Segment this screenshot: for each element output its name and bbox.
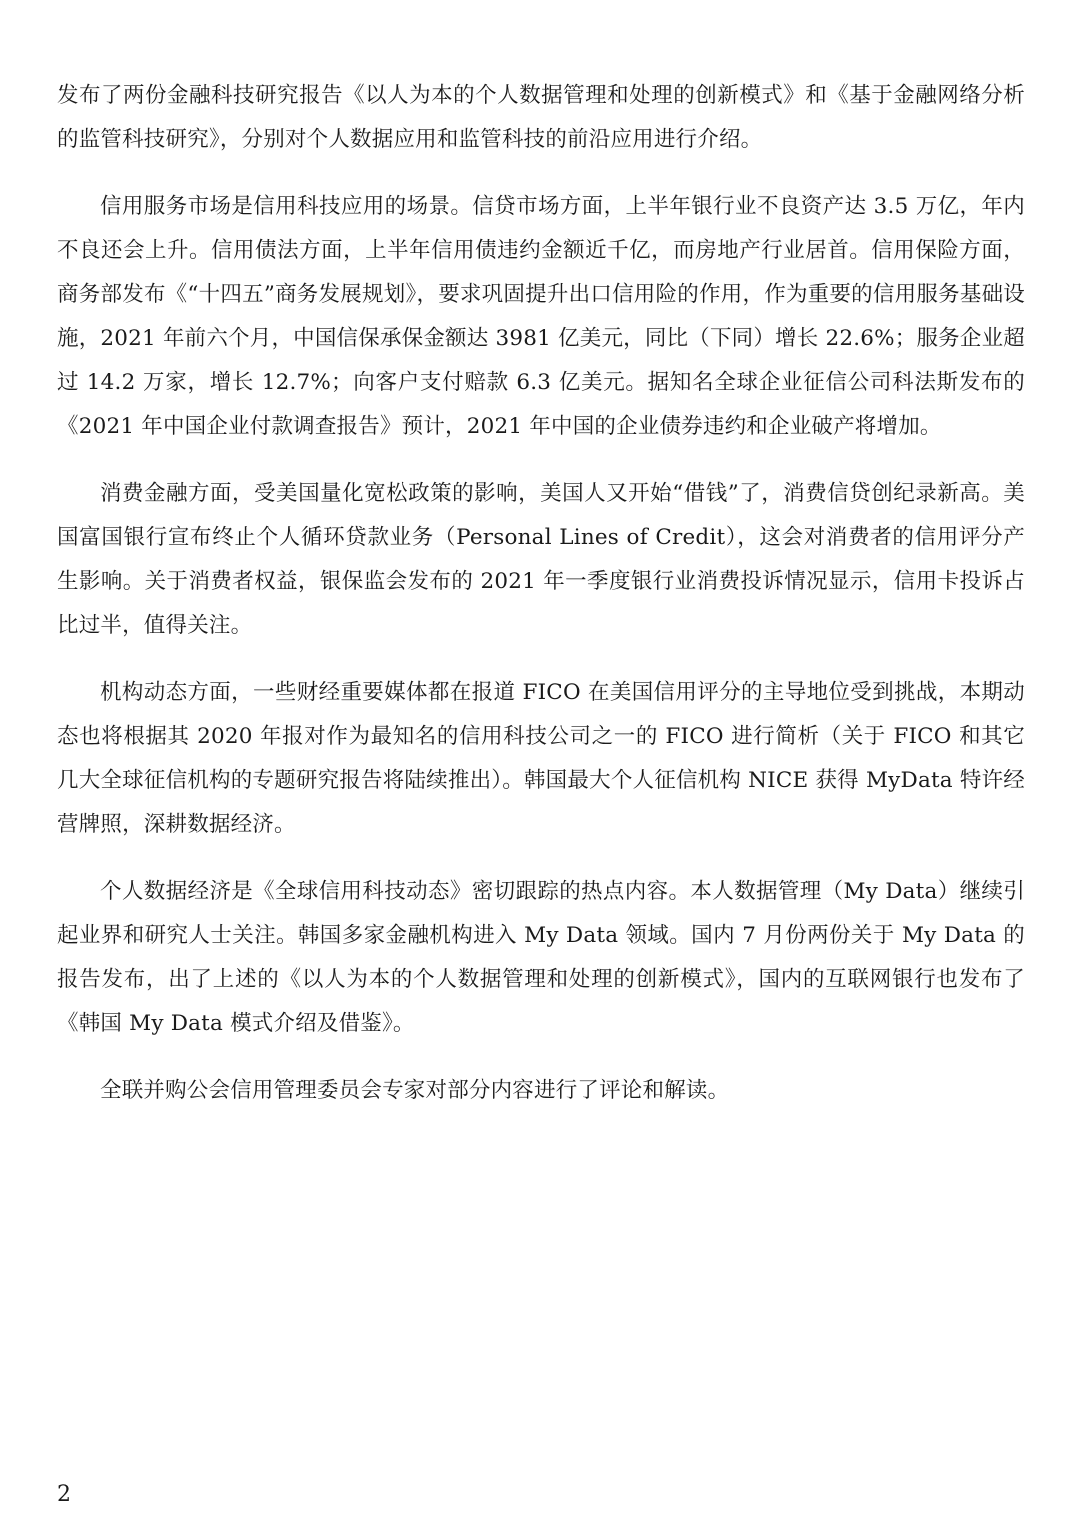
document-body [57,74,1025,1136]
paragraph-personal-data-economy: 个人数据经济是《全球信用科技动态》密切跟踪的热点内容。本人数据管理（My Data）继续引起业界和研究人士关注。韩国多家金融机构进入 My Data 领域。国内 7 月份两份关于 My Data 的报告发布，出了上述的《以人为本的个人数据管理和处理的创新模式》，国内的互联网银行也发布了《韩国 My Data 模式介绍及借鉴》。 [57,879,1025,1036]
page-number: 2 [57,1482,71,1507]
paragraph-consumer-finance: 消费金融方面，受美国量化宽松政策的影响，美国人又开始“借钱”了，消费信贷创纪录新高。美国富国银行宣布终止个人循环贷款业务（Personal Lines of Credit），这会对消费者的信用评分产生影响。关于消费者权益，银保监会发布的 2021 年一季度银行业消费投诉情况显示，信用卡投诉占比过半，值得关注。 [57,481,1025,638]
paragraph-institution-dynamics: 机构动态方面，一些财经重要媒体都在报道 FICO 在美国信用评分的主导地位受到挑战，本期动态也将根据其 2020 年报对作为最知名的信用科技公司之一的 FICO 进行简析（关于 FICO 和其它几大全球征信机构的专题研究报告将陆续推出）。韩国最大个人征信机构 NICE 获得 MyData 特许经营牌照，深耕数据经济。 [57,680,1025,837]
paragraph-expert-commentary: 全联并购公会信用管理委员会专家对部分内容进行了评论和解读。 [100,1078,730,1103]
paragraph-reports-intro: 发布了两份金融科技研究报告《以人为本的个人数据管理和处理的创新模式》和《基于金融网络分析的监管科技研究》，分别对个人数据应用和监管科技的前沿应用进行介绍。 [57,83,1025,152]
paragraph-credit-service-market: 信用服务市场是信用科技应用的场景。信贷市场方面，上半年银行业不良资产达 3.5 万亿，年内不良还会上升。信用债法方面，上半年信用债违约金额近千亿，而房地产行业居首。信用保险方面，商务部发布《“十四五”商务发展规划》，要求巩固提升出口信用险的作用，作为重要的信用服务基础设施，2021 年前六个月，中国信保承保金额达 3981 亿美元，同比（下同）增长 22.6%；服务企业超过 14.2 万家，增长 12.7%；向客户支付赔款 6.3 亿美元。据知名全球企业征信公司科法斯发布的《2021 年中国企业付款调查报告》预计，2021 年中国的企业债券违约和企业破产将增加。 [57,194,1025,439]
